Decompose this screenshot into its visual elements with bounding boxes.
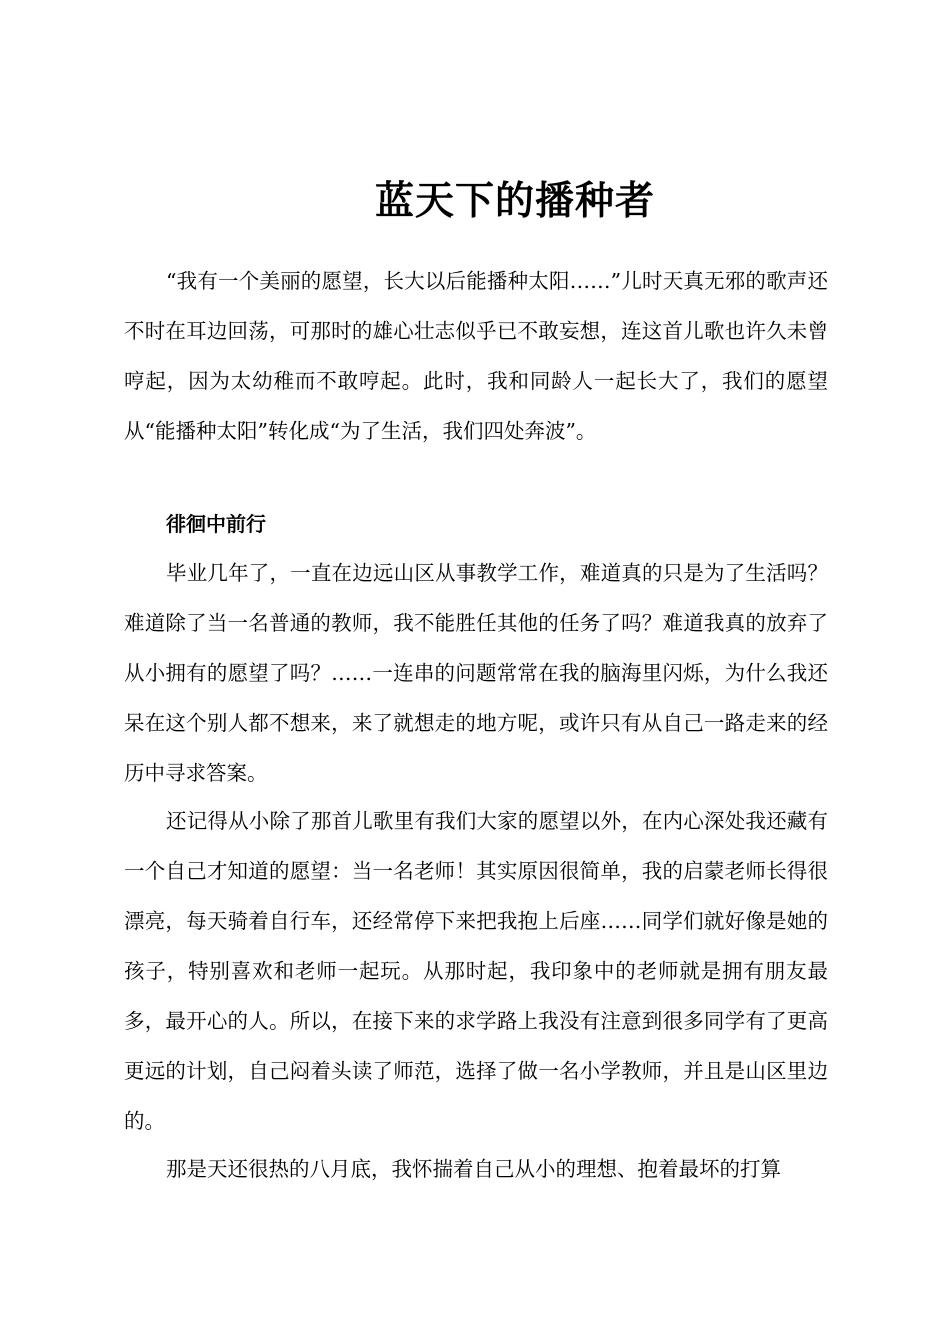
- intro-paragraph: “我有一个美丽的愿望，长大以后能播种太阳……”儿时天真无邪的歌声还不时在耳边回荡，可那时的雄心壮志似乎已不敢妄想，连这首儿歌也许久未曾哼起，因为太幼稚而不敢哼起。此时，我和同龄人一起长大了，我们的愿望从“能播种太阳”转化成“为了生活，我们四处奔波”。: [124, 269, 828, 443]
- body-paragraph-1: 毕业几年了，一直在边远山区从事教学工作，难道真的只是为了生活吗？难道除了当一名普通的教师，我不能胜任其他的任务了吗？难道我真的放弃了从小拥有的愿望了吗？……一连串的问题常常在我的脑海里闪烁，为什么我还呆在这个别人都不想来，来了就想走的地方呢，或许只有从自己一路走来的经历中寻求答案。: [124, 561, 828, 785]
- section-heading: 徘徊中前行: [166, 512, 266, 536]
- body-paragraph-2: 还记得从小除了那首儿歌里有我们大家的愿望以外，在内心深处我还藏有一个自己才知道的愿望：当一名老师！其实原因很简单，我的启蒙老师长得很漂亮，每天骑着自行车，还经常停下来把我抱上后座……同学们就好像是她的孩子，特别喜欢和老师一起玩。从那时起，我印象中的老师就是拥有朋友最多，最开心的人。所以，在接下来的求学路上我没有注意到很多同学有了更高更远的计划，自己闷着头读了师范，选择了做一名小学教师，并且是山区里边的。: [124, 809, 828, 1133]
- body-paragraph-3: 那是天还很热的八月底，我怀揣着自己从小的理想、抱着最坏的打算: [166, 1157, 781, 1181]
- document-title: 蓝天下的播种者: [374, 179, 655, 224]
